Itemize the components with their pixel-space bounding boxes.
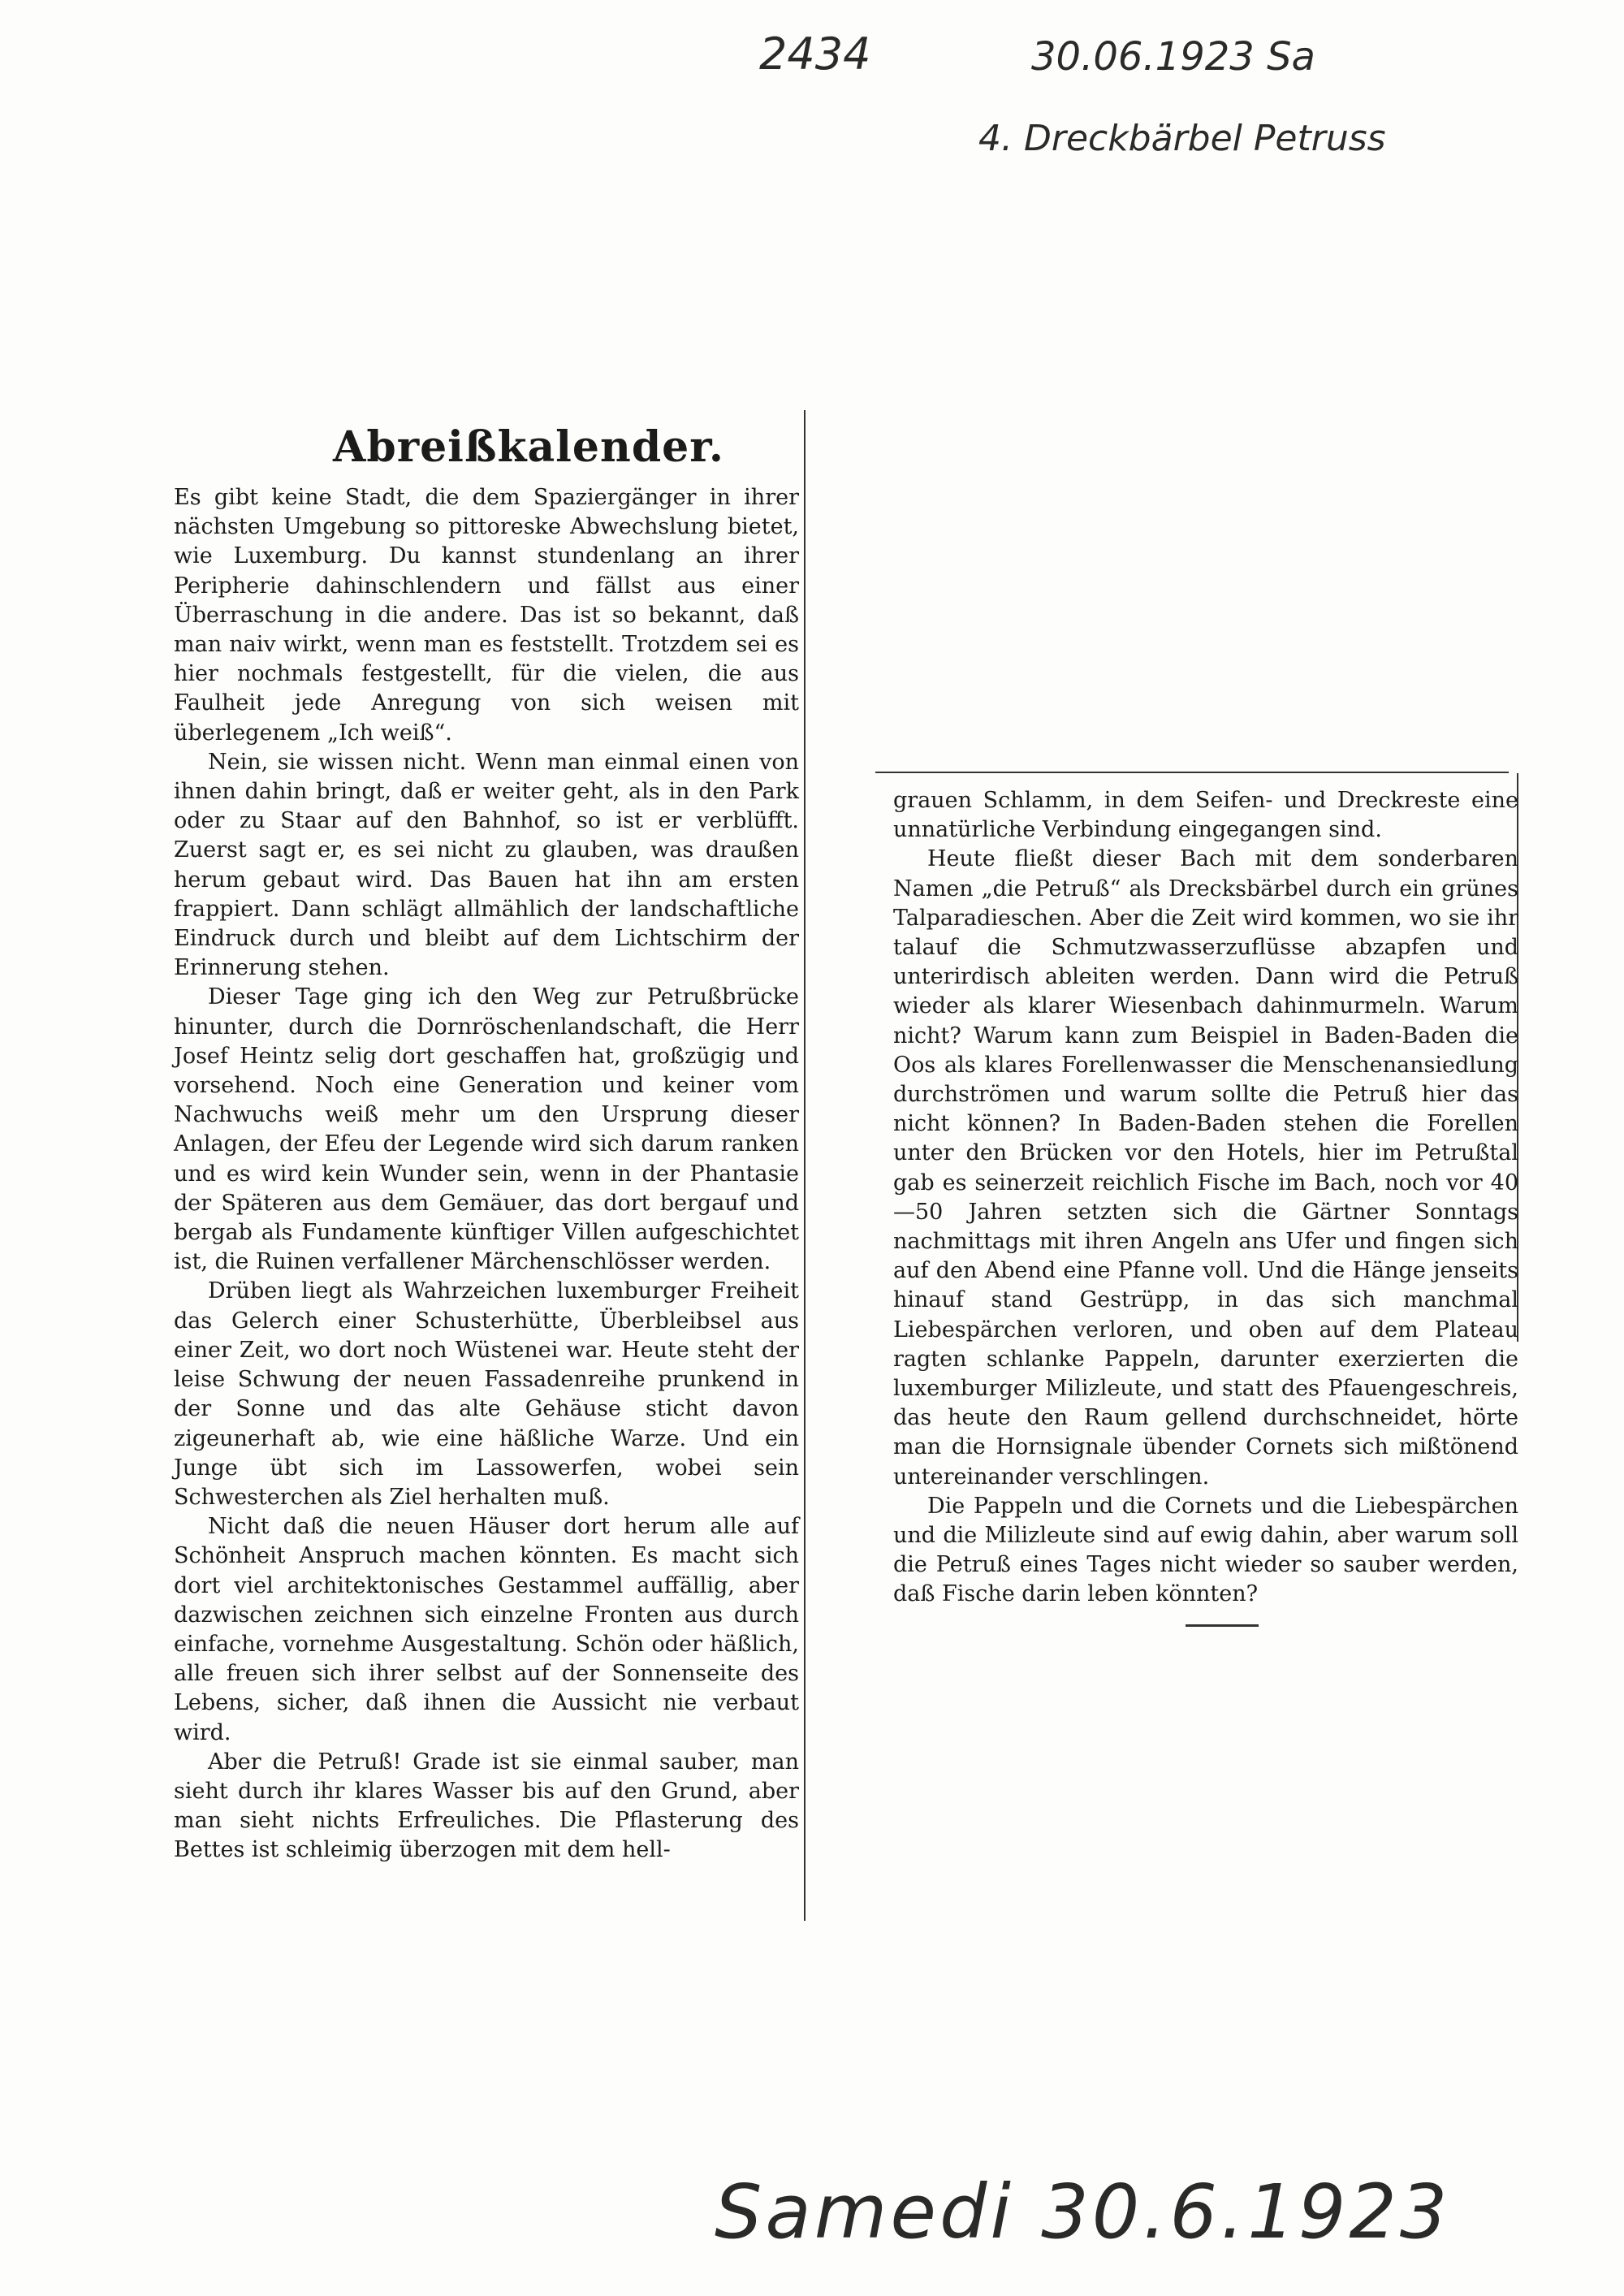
- paragraph: Dieser Tage ging ich den Weg zur Petrußbrücke hinunter, durch die Dornröschenlandschaft, die Herr Josef Heintz selig dort geschaffen hat, großzügig und vorsehend. Noch eine Generation und keiner vom Nachwuchs weiß mehr um den Ursprung dieser Anlagen, der Efeu der Legende wird sich darum ranken und es wird kein Wunder sein, wenn in der Phantasie der Späteren aus dem Gemäuer, das dort bergauf und bergab als Fundamente künftiger Villen aufgeschichtet ist, die Ruinen verfallener Märchenschlösser werden.: [174, 984, 799, 1275]
- archive-number: 2434: [759, 28, 871, 80]
- paragraph: grauen Schlamm, in dem Seifen- und Dreckreste eine unnatürliche Verbindung eingegangen sind.: [893, 788, 1518, 843]
- paragraph: Nicht daß die neuen Häuser dort herum alle auf Schönheit Anspruch machen könnten. Es macht sich dort viel architektonisches Gestammel auffällig, aber dazwischen zeichnen sich einzelne Fronten aus durch einfache, vornehme Ausgestaltung. Schön oder häßlich, alle freuen sich ihrer selbst auf der Sonnenseite des Lebens, sicher, daß ihnen die Aussicht nie verbaut wird.: [174, 1514, 799, 1745]
- article-title: Abreißkalender.: [333, 422, 724, 472]
- column-rule-left: [804, 410, 806, 1921]
- archive-date: 30.06.1923 Sa: [1031, 34, 1315, 80]
- paragraph: Heute fließt dieser Bach mit dem sonderbaren Namen „die Petruß“ als Drecksbärbel durch ein grünes Talparadieschen. Aber die Zeit wird kommen, wo sie ihr talauf die Schmutzwasserzuflüsse abzapfen und unterirdisch ableiten werden. Dann wird die Petruß wieder als klarer Wiesenbach dahinmurmeln. Warum nicht? Warum kann zum Beispiel in Baden-Baden die Oos als klares Forellenwasser die Menschenansiedlung durchströmen und warum sollte die Petruß hier das nicht können? In Baden-Baden stehen die Forellen unter den Brücken vor den Hotels, hier im Petrußtal gab es seinerzeit reichlich Fische im Bach, noch vor 40—50 Jahren setzten sich die Gärtner Sonntags nachmittags mit ihren Angeln ans Ufer und fingen sich auf den Abend eine Pfanne voll. Und die Hänge jenseits hinauf stand Gestrüpp, in das sich manchmal Liebespärchen verloren, und oben auf dem Plateau ragten schlanke Pappeln, darunter exerzierten die luxemburger Milizleute, und statt des Pfauengeschreis, das heute den Raum gellend durchschneidet, hörte man die Hornsignale übender Cornets sich mißtönend untereinander verschlingen.: [893, 846, 1518, 1490]
- column-rule-top: [875, 772, 1509, 773]
- paragraph: Die Pappeln und die Cornets und die Liebespärchen und die Milizleute sind auf ewig dahin, aber warum soll die Petruß eines Tages nicht wieder so sauber werden, daß Fische darin leben könnten?: [893, 1493, 1518, 1607]
- paragraph: Aber die Petruß! Grade ist sie einmal sauber, man sieht durch ihr klares Wasser bis auf den Grund, aber man sieht nichts Erfreuliches. Die Pflasterung des Bettes ist schleimig überzogen mit dem hell-: [174, 1749, 799, 1863]
- article-column-right: [893, 786, 1518, 1610]
- archive-label: 4. Dreckbärbel Petruss: [978, 118, 1386, 159]
- article-end-mark: [1186, 1624, 1259, 1627]
- paragraph: Nein, sie wissen nicht. Wenn man einmal einen von ihnen dahin bringt, daß er weiter geht, als in den Park oder zu Staar auf den Bahnhof, so ist er verblüfft. Zuerst sagt er, es sei nicht zu glauben, was draußen herum gebaut wird. Das Bauen hat ihn am ersten frappiert. Dann schlägt allmählich der landschaftliche Eindruck durch und bleibt auf dem Lichtschirm der Erinnerung stehen.: [174, 749, 799, 981]
- handwritten-date: Samedi 30.6.1923: [715, 2168, 1451, 2255]
- paragraph: Es gibt keine Stadt, die dem Spaziergänger in ihrer nächsten Umgebung so pittoreske Abwechslung bietet, wie Luxemburg. Du kannst stundenlang an ihrer Peripherie dahinschlendern und fällst aus einer Überraschung in die andere. Das ist so bekannt, daß man naiv wirkt, wenn man es feststellt. Trotzdem sei es hier nochmals festgestellt, für die vielen, die aus Faulheit jede Anregung von sich weisen mit überlegenem „Ich weiß“.: [174, 485, 799, 746]
- paragraph: Drüben liegt als Wahrzeichen luxemburger Freiheit das Gelerch einer Schusterhütte, Überbleibsel aus einer Zeit, wo dort noch Wüstenei war. Heute steht der leise Schwung der neuen Fassadenreihe prunkend in der Sonne und das alte Gehäuse sticht davon zigeunerhaft ab, wie eine häßliche Warze. Und ein Junge übt sich im Lassowerfen, wobei sein Schwesterchen als Ziel herhalten muß.: [174, 1278, 799, 1510]
- article-column-left: [174, 483, 799, 1866]
